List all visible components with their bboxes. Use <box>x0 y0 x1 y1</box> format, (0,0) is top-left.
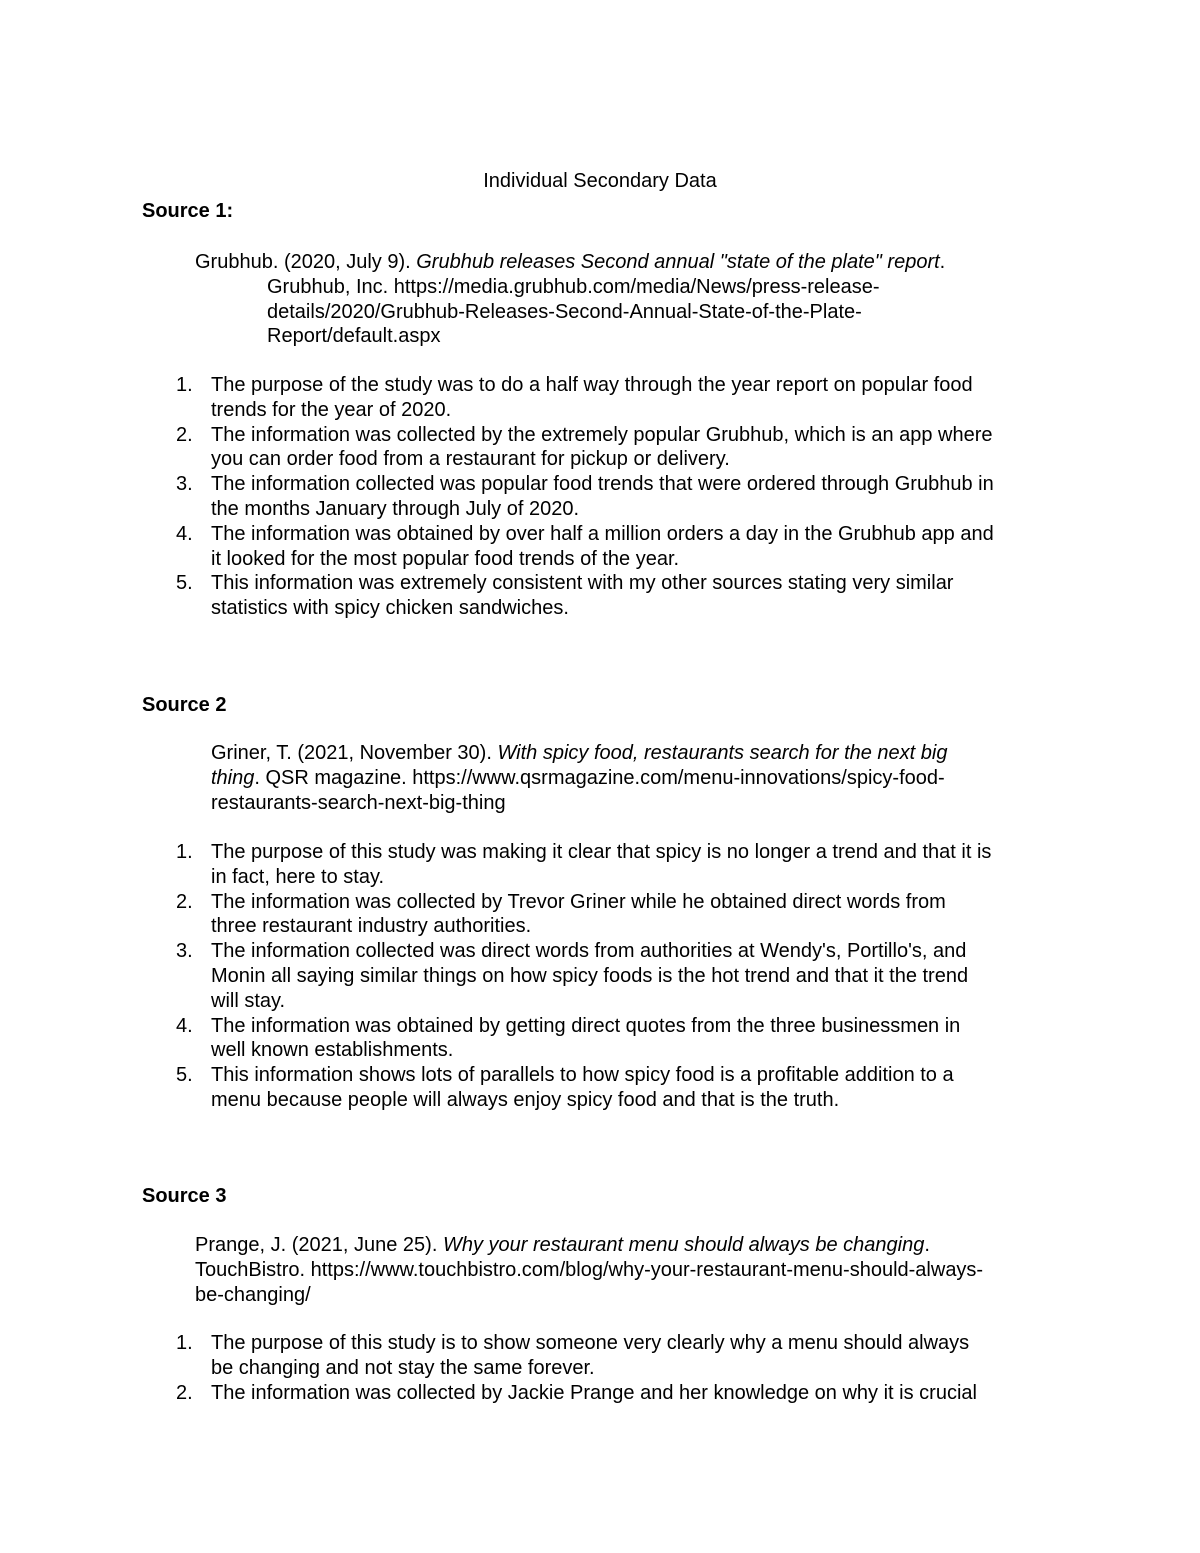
list-line: This information was extremely consistent with my other sources stating very similar <box>211 572 954 595</box>
citation-line: be-changing/ <box>195 1283 311 1306</box>
list-line: The information was collected by Trevor Griner while he obtained direct words from <box>211 890 946 913</box>
citation-line: Report/default.aspx <box>267 325 441 348</box>
list-line: statistics with spicy chicken sandwiches. <box>211 597 569 620</box>
citation-punctuation: . <box>939 251 946 273</box>
list-number: 5. <box>176 572 193 595</box>
source-2-citation <box>211 741 947 815</box>
list-item <box>0 373 994 423</box>
citation-line: TouchBistro. https://www.touchbistro.com/blog/why-your-restaurant-menu-should-always- <box>195 1258 984 1281</box>
citation-title: Why your restaurant menu should always be changing <box>442 1234 925 1256</box>
list-number: 1. <box>176 841 193 863</box>
source-3-heading: Source 3 <box>142 1185 227 1207</box>
citation-author-date: Griner, T. (2021, November 30). <box>211 742 498 764</box>
source-3-citation <box>195 1233 983 1307</box>
list-number: 5. <box>176 1064 193 1087</box>
list-line: menu because people will always enjoy spicy food and that is the truth. <box>211 1088 840 1111</box>
list-line: The information was obtained by over half a million orders a day in the Grubhub app and <box>211 522 994 545</box>
list-item <box>0 522 994 572</box>
citation-line: restaurants-search-next-big-thing <box>211 791 506 814</box>
list-line: The purpose of the study was to do a half way through the year report on popular food <box>211 374 973 396</box>
list-line: be changing and not stay the same forever. <box>211 1356 595 1379</box>
list-line: trends for the year of 2020. <box>211 398 452 421</box>
citation-line <box>195 250 945 275</box>
list-line: well known establishments. <box>211 1039 454 1062</box>
list-number: 2. <box>176 423 193 446</box>
citation-title: With spicy food, restaurants search for the next big <box>497 742 948 764</box>
source-1-list <box>0 373 994 621</box>
citation-line <box>211 741 947 766</box>
list-item <box>0 840 991 890</box>
list-item <box>0 939 991 1013</box>
list-item <box>0 1381 977 1406</box>
list-number: 1. <box>176 1332 193 1354</box>
list-line: it looked for the most popular food trends of the year. <box>211 547 680 570</box>
list-line: The information was collected by Jackie Prange and her knowledge on why it is crucial <box>211 1381 977 1404</box>
list-item <box>0 423 994 473</box>
list-line: The purpose of this study is to show someone very clearly why a menu should always <box>211 1332 970 1354</box>
source-1-heading: Source 1: <box>142 200 234 222</box>
list-number: 4. <box>176 1014 193 1037</box>
citation-line: Grubhub, Inc. https://media.grubhub.com/media/News/press-release- <box>267 275 880 298</box>
list-number: 2. <box>176 890 193 913</box>
source-1-citation <box>195 250 945 349</box>
list-item <box>0 472 994 522</box>
list-line: The purpose of this study was making it clear that spicy is no longer a trend and that it is <box>211 841 992 863</box>
citation-punctuation: . <box>924 1234 930 1256</box>
list-line: Monin all saying similar things on how spicy foods is the hot trend and that it the trend <box>211 964 969 987</box>
list-line: in fact, here to stay. <box>211 865 385 888</box>
list-line: will stay. <box>211 989 286 1012</box>
list-number: 3. <box>176 940 193 963</box>
list-item <box>0 571 994 621</box>
citation-line: details/2020/Grubhub-Releases-Second-Annual-State-of-the-Plate- <box>267 300 862 323</box>
citation-author-date: Grubhub. (2020, July 9). <box>195 251 417 273</box>
list-number: 3. <box>176 473 193 496</box>
list-line: The information was collected by the extremely popular Grubhub, which is an app where <box>211 423 993 446</box>
citation-title: Grubhub releases Second annual "state of the plate" report <box>416 251 940 273</box>
list-item <box>0 1331 977 1381</box>
source-2-heading: Source 2 <box>142 694 227 716</box>
citation-line <box>195 1233 983 1258</box>
list-line: This information shows lots of parallels to how spicy food is a profitable addition to a <box>211 1064 954 1087</box>
citation-author-date: Prange, J. (2021, June 25). <box>195 1234 443 1256</box>
citation-title: thing <box>211 766 255 789</box>
document-title: Individual Secondary Data <box>483 170 717 192</box>
source-2-list <box>0 840 991 1113</box>
citation-line <box>211 766 947 791</box>
list-line: you can order food from a restaurant for pickup or delivery. <box>211 448 730 471</box>
list-number: 2. <box>176 1381 193 1404</box>
list-line: The information was obtained by getting direct quotes from the three businessmen in <box>211 1014 961 1037</box>
list-line: three restaurant industry authorities. <box>211 915 532 938</box>
list-line: the months January through July of 2020. <box>211 497 580 520</box>
list-line: The information collected was direct words from authorities at Wendy's, Portillo's, and <box>211 940 967 963</box>
citation-publisher-url: . QSR magazine. https://www.qsrmagazine.com/menu-innovations/spicy-food- <box>254 766 945 789</box>
list-item <box>0 1014 991 1064</box>
list-number: 1. <box>176 374 193 396</box>
list-item <box>0 890 991 940</box>
list-item <box>0 1063 991 1113</box>
list-number: 4. <box>176 522 193 545</box>
source-3-list <box>0 1331 977 1405</box>
list-line: The information collected was popular food trends that were ordered through Grubhub in <box>211 473 994 496</box>
